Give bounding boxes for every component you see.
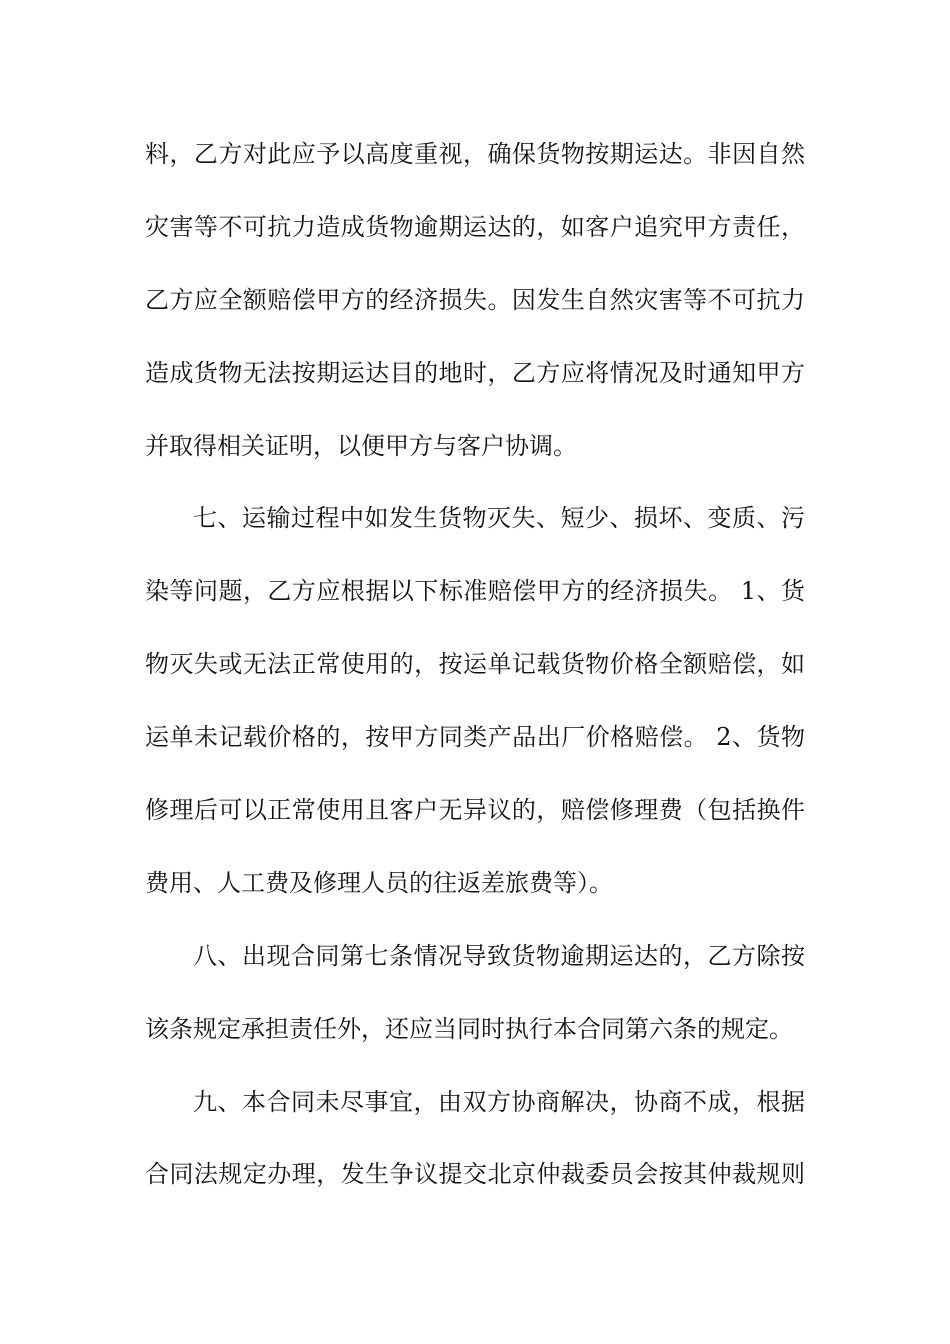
text-line: 灾害等不可抗力造成货物逾期运达的，如客户追究甲方责任， (145, 212, 805, 241)
text-line: 染等问题，乙方应根据以下标准赔偿甲方的经济损失。 1、货 (145, 577, 805, 606)
document-body (145, 128, 805, 1221)
text-line: 料，乙方对此应予以高度重视，确保货物按期运达。非因自然 (145, 140, 805, 168)
text-line: 乙方应全额赔偿甲方的经济损失。因发生自然灾害等不可抗力 (145, 285, 805, 314)
text-line: 造成货物无法按期运达目的地时，乙方应将情况及时通知甲方 (145, 358, 805, 387)
text-line: 合同法规定办理，发生争议提交北京仲裁委员会按其仲裁规则 (145, 1160, 805, 1189)
text-line: 该条规定承担责任外，还应当同时执行本合同第六条的规定。 (145, 1014, 793, 1043)
text-line: 修理后可以正常使用且客户无异议的，赔偿修理费（包括换件 (145, 796, 805, 825)
text-line: 费用、人工费及修理人员的往返差旅费等）。 (145, 868, 613, 897)
clause-nine-heading-line: 九、本合同未尽事宜，由双方协商解决，协商不成，根据 (193, 1087, 805, 1116)
clause-eight-heading-line: 八、出现合同第七条情况导致货物逾期运达的，乙方除按 (193, 941, 805, 970)
clause-seven-heading-line: 七、运输过程中如发生货物灭失、短少、损坏、变质、污 (193, 504, 805, 533)
text-line: 物灭失或无法正常使用的，按运单记载货物价格全额赔偿，如 (145, 650, 805, 679)
text-line: 运单未记载价格的，按甲方同类产品出厂价格赔偿。 2、货物 (145, 723, 805, 752)
text-line: 并取得相关证明，以便甲方与客户协调。 (145, 431, 577, 460)
